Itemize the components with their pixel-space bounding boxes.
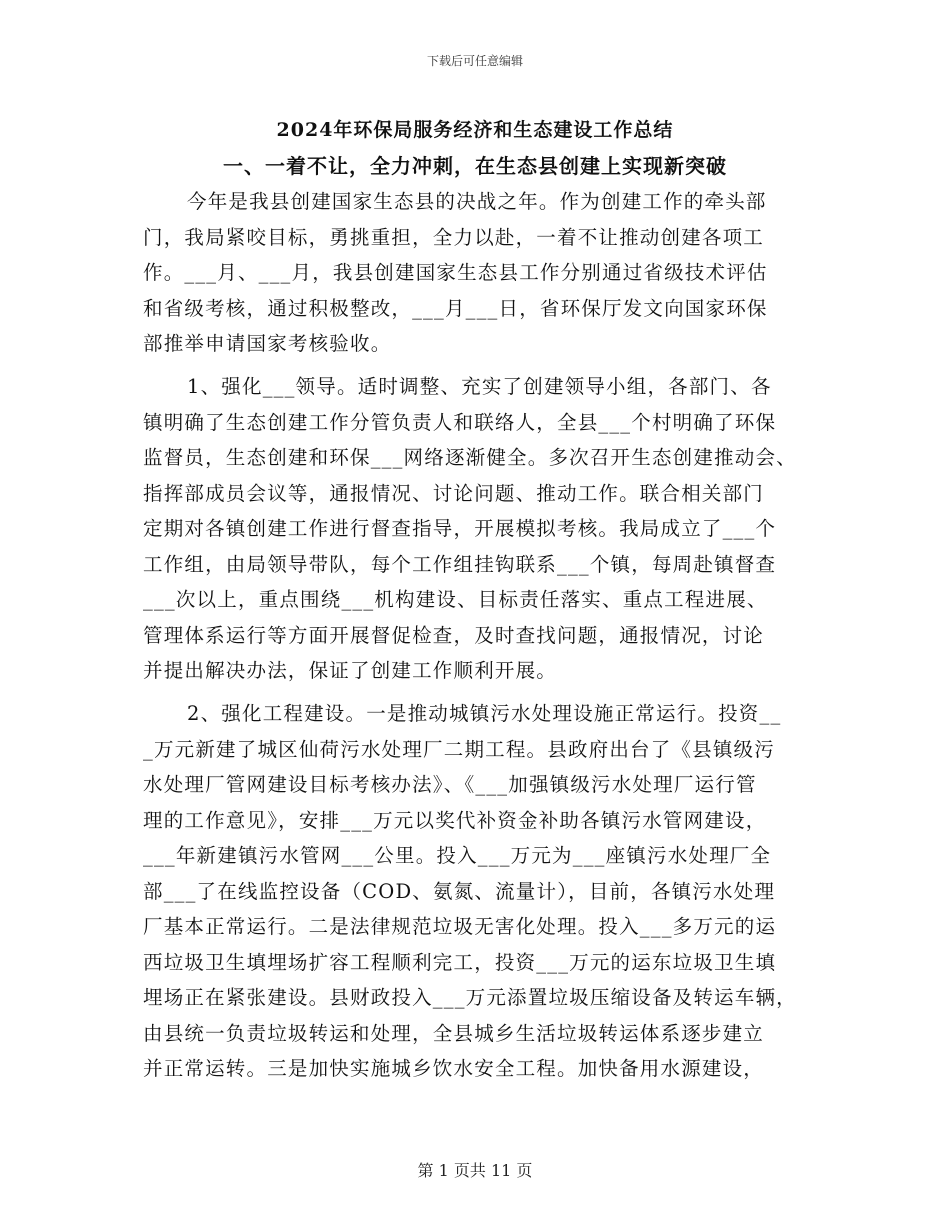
body-line: 并正常运转。三是加快实施城乡饮水安全工程。加快备用水源建设， <box>143 1057 765 1080</box>
page-header-note: 下载后可任意编辑 <box>426 54 523 68</box>
document-title: 2024年环保局服务经济和生态建设工作总结 <box>276 119 674 141</box>
body-line: 今年是我县创建国家生态县的决战之年。作为创建工作的牵头部 <box>187 190 767 213</box>
body-line: ___年新建镇污水管网___公里。投入___万元为___座镇污水处理厂全 <box>143 844 772 867</box>
body-line: 镇明确了生态创建工作分管负责人和联络人，全县___个村明确了环保 <box>143 410 777 434</box>
body-line: ___次以上，重点围绕___机构建设、目标责任落实、重点工程进展、 <box>143 588 768 611</box>
body-line: 2、强化工程建设。一是推动城镇污水处理设施正常运行。投资__ <box>187 702 782 725</box>
body-line: 西垃圾卫生填埋场扩容工程顺利完工，投资___万元的运东垃圾卫生填 <box>143 950 777 974</box>
body-line: 理的工作意见》，安排___万元以奖代补资金补助各镇污水管网建设， <box>143 808 767 832</box>
page-number-footer: 第 1 页共 11 页 <box>417 1161 533 1180</box>
body-line: 埋场正在紧张建设。县财政投入___万元添置垃圾压缩设备及转运车辆， <box>143 986 797 1009</box>
body-line: 部推举申请国家考核验收。 <box>143 332 392 355</box>
body-line: 由县统一负责垃圾转运和处理，全县城乡生活垃圾转运体系逐步建立 <box>143 1021 765 1045</box>
body-line: 定期对各镇创建工作进行督查指导，开展模拟考核。我局成立了___个 <box>143 517 777 540</box>
body-line: 和省级考核，通过积极整改，___月___日，省环保厅发文向国家环保 <box>143 296 768 320</box>
body-line: 指挥部成员会议等，通报情况、讨论问题、推动工作。联合相关部门 <box>143 481 765 505</box>
body-line: 监督员，生态创建和环保___网络逐渐健全。多次召开生态创建推动会、 <box>143 446 797 469</box>
body-line: 水处理厂管网建设目标考核办法》、《___加强镇级污水处理厂运行管 <box>143 773 757 796</box>
body-line: 厂基本正常运行。二是法律规范垃圾无害化处理。投入___多万元的运 <box>143 915 777 938</box>
body-line: 管理体系运行等方面开展督促检查，及时查找问题，通报情况，讨论 <box>143 623 765 647</box>
body-line: 工作组，由局领导带队，每个工作组挂钩联系___个镇，每周赴镇督查 <box>143 552 777 576</box>
body-line: 部___了在线监控设备（COD、氨氮、流量计），目前，各镇污水处理 <box>143 879 776 903</box>
body-line: 作。___月、___月，我县创建国家生态县工作分别通过省级技术评估 <box>143 261 768 284</box>
body-line: 门，我局紧咬目标，勇挑重担，全力以赴，一着不让推动创建各项工 <box>143 225 765 249</box>
body-line: 1、强化___领导。适时调整、充实了创建领导小组，各部门、各 <box>187 375 772 398</box>
body-line: 并提出解决办法，保证了创建工作顺利开展。 <box>143 659 558 682</box>
body-line: _万元新建了城区仙荷污水处理厂二期工程。县政府出台了《县镇级污 <box>143 737 775 761</box>
section-heading: 一、一着不让，全力冲刺，在生态县创建上实现新突破 <box>223 154 727 178</box>
